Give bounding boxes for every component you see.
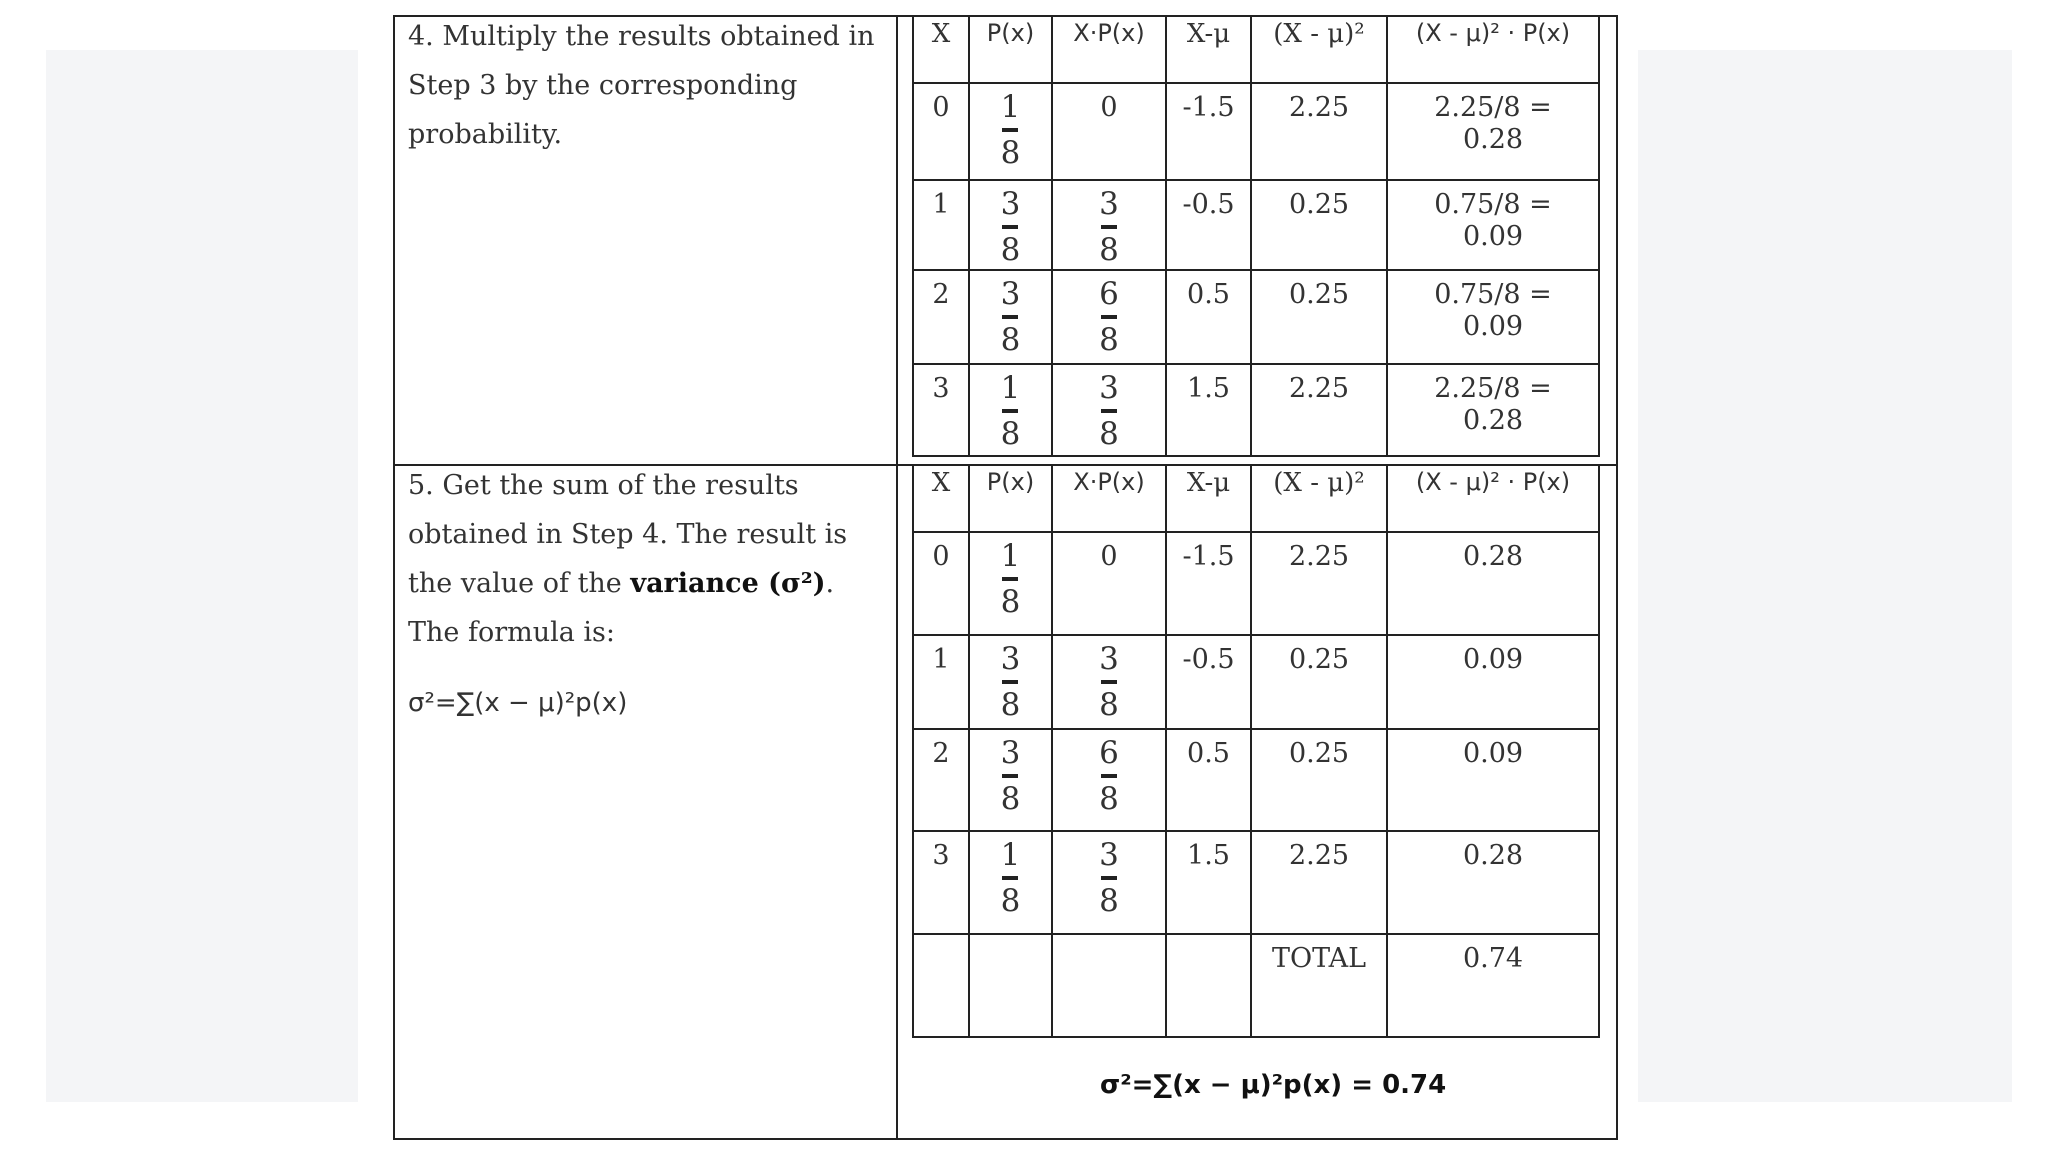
step-5-body (913, 532, 1599, 1037)
fraction-numerator: 6 (1099, 735, 1119, 771)
fraction-numerator: 3 (1099, 186, 1119, 222)
fraction-bar (1002, 225, 1018, 229)
table-row (913, 831, 1599, 934)
cell-px (969, 831, 1052, 934)
fraction-numerator: 1 (1000, 370, 1021, 406)
cell-squared-deviation: 0.25 (1251, 729, 1387, 831)
fraction-denominator: 8 (1099, 416, 1119, 452)
step-5-text-before: 5. Get the sum of the results obtained in Step 4. The result is the value of the (408, 470, 848, 599)
header-x: X (913, 465, 969, 532)
header-px: P(x) (969, 16, 1052, 83)
cell-xpx (1052, 270, 1166, 364)
fraction-bar (1002, 315, 1018, 319)
fraction-bar (1002, 409, 1018, 413)
table-row (913, 364, 1599, 456)
cell-empty (913, 934, 969, 1037)
fraction (1099, 735, 1119, 817)
cell-x: 3 (913, 364, 969, 456)
header-px: P(x) (969, 465, 1052, 532)
cell-px (969, 364, 1052, 456)
fraction-bar (1002, 876, 1018, 880)
header-row (913, 465, 1599, 532)
table-row (913, 729, 1599, 831)
fraction-bar (1101, 225, 1117, 229)
cell-deviation: 1.5 (1166, 364, 1251, 456)
fraction-denominator: 8 (1000, 883, 1021, 919)
cell-deviation: -0.5 (1166, 180, 1251, 270)
fraction (1000, 837, 1021, 919)
cell-x: 1 (913, 180, 969, 270)
cell-px (969, 532, 1052, 635)
fraction-numerator: 6 (1099, 276, 1119, 312)
fraction-denominator: 8 (1099, 322, 1119, 358)
fraction-numerator: 3 (1000, 641, 1021, 677)
fraction-numerator: 3 (1000, 276, 1021, 312)
fraction-bar (1101, 876, 1117, 880)
header-deviation: X-μ (1166, 16, 1251, 83)
fraction (1000, 538, 1021, 620)
cell-product: 0.28 (1387, 831, 1599, 934)
cell-squared-deviation: 0.25 (1251, 635, 1387, 729)
fraction (1000, 641, 1021, 723)
cell-px (969, 270, 1052, 364)
right-background-panel (1638, 50, 2012, 1102)
fraction (1099, 186, 1119, 268)
fraction (1099, 641, 1119, 723)
step-4-body (913, 83, 1599, 456)
fraction-denominator: 8 (1000, 416, 1021, 452)
fraction-bar (1101, 315, 1117, 319)
cell-squared-deviation: 0.25 (1251, 270, 1387, 364)
total-value: 0.74 (1387, 934, 1599, 1037)
cell-product: 0.75/8 = 0.09 (1387, 180, 1599, 270)
cell-deviation: -1.5 (1166, 532, 1251, 635)
cell-squared-deviation: 2.25 (1251, 83, 1387, 180)
total-label: TOTAL (1251, 934, 1387, 1037)
cell-deviation: 0.5 (1166, 270, 1251, 364)
cell-xpx: 0 (1052, 83, 1166, 180)
header-xpx: X·P(x) (1052, 465, 1166, 532)
cell-xpx (1052, 364, 1166, 456)
fraction-denominator: 8 (1000, 232, 1021, 268)
cell-xpx (1052, 729, 1166, 831)
header-x: X (913, 16, 969, 83)
step-4-text: 4. Multiply the results obtained in Step 3 by the corresponding probability. (408, 21, 875, 150)
cell-px (969, 180, 1052, 270)
fraction-numerator: 1 (1000, 538, 1021, 574)
table-row (913, 532, 1599, 635)
fraction-numerator: 3 (1099, 641, 1119, 677)
cell-x: 0 (913, 532, 969, 635)
cell-xpx (1052, 635, 1166, 729)
step-5-table (912, 464, 1600, 1038)
cell-product: 2.25/8 = 0.28 (1387, 364, 1599, 456)
header-deviation: X-μ (1166, 465, 1251, 532)
cell-product: 0.75/8 = 0.09 (1387, 270, 1599, 364)
cell-empty (1052, 934, 1166, 1037)
fraction-bar (1101, 680, 1117, 684)
fraction (1099, 837, 1119, 919)
cell-squared-deviation: 2.25 (1251, 532, 1387, 635)
cell-empty (1166, 934, 1251, 1037)
header-product: (X - μ)² · P(x) (1387, 465, 1599, 532)
header-row (913, 16, 1599, 83)
fraction-denominator: 8 (1000, 781, 1021, 817)
cell-product: 0.28 (1387, 532, 1599, 635)
cell-xpx (1052, 180, 1166, 270)
cell-x: 2 (913, 729, 969, 831)
cell-deviation: 1.5 (1166, 831, 1251, 934)
cell-xpx (1052, 831, 1166, 934)
fraction-denominator: 8 (1099, 883, 1119, 919)
step-5-instruction (408, 461, 888, 728)
fraction (1000, 276, 1021, 358)
cell-x: 0 (913, 83, 969, 180)
table-row (913, 270, 1599, 364)
variance-formula: σ²=∑(x − μ)²p(x) (408, 688, 628, 718)
fraction-denominator: 8 (1000, 322, 1021, 358)
fraction-denominator: 8 (1000, 584, 1021, 620)
header-squared-deviation: (X - μ)² (1251, 16, 1387, 83)
step-5-text-after: . The formula is: (408, 568, 835, 648)
cell-product: 0.09 (1387, 729, 1599, 831)
total-row (913, 934, 1599, 1037)
cell-squared-deviation: 0.25 (1251, 180, 1387, 270)
fraction (1000, 735, 1021, 817)
fraction-denominator: 8 (1000, 135, 1021, 171)
fraction-numerator: 1 (1000, 89, 1021, 125)
column-divider (896, 15, 898, 1140)
cell-product: 2.25/8 = 0.28 (1387, 83, 1599, 180)
fraction-denominator: 8 (1099, 687, 1119, 723)
header-product: (X - μ)² · P(x) (1387, 16, 1599, 83)
fraction-numerator: 1 (1000, 837, 1021, 873)
fraction-numerator: 3 (1000, 186, 1021, 222)
table-row (913, 83, 1599, 180)
fraction (1099, 276, 1119, 358)
variance-term: variance (σ²) (630, 568, 826, 599)
header-xpx: X·P(x) (1052, 16, 1166, 83)
cell-empty (969, 934, 1052, 1037)
fraction-bar (1101, 774, 1117, 778)
step-4-instruction (408, 12, 888, 159)
fraction (1000, 89, 1021, 171)
cell-squared-deviation: 2.25 (1251, 831, 1387, 934)
fraction-numerator: 3 (1099, 837, 1119, 873)
fraction-bar (1101, 409, 1117, 413)
table-row (913, 635, 1599, 729)
fraction (1000, 370, 1021, 452)
fraction-denominator: 8 (1099, 232, 1119, 268)
fraction-numerator: 3 (1099, 370, 1119, 406)
fraction-numerator: 3 (1000, 735, 1021, 771)
fraction-bar (1002, 577, 1018, 581)
cell-deviation: 0.5 (1166, 729, 1251, 831)
table-row (913, 180, 1599, 270)
cell-product: 0.09 (1387, 635, 1599, 729)
cell-px (969, 635, 1052, 729)
cell-squared-deviation: 2.25 (1251, 364, 1387, 456)
fraction-bar (1002, 680, 1018, 684)
fraction-bar (1002, 774, 1018, 778)
fraction (1099, 370, 1119, 452)
cell-px (969, 83, 1052, 180)
cell-deviation: -1.5 (1166, 83, 1251, 180)
left-background-panel (46, 50, 358, 1102)
fraction-denominator: 8 (1099, 781, 1119, 817)
cell-x: 1 (913, 635, 969, 729)
cell-deviation: -0.5 (1166, 635, 1251, 729)
cell-x: 3 (913, 831, 969, 934)
fraction (1000, 186, 1021, 268)
header-squared-deviation: (X - μ)² (1251, 465, 1387, 532)
cell-x: 2 (913, 270, 969, 364)
variance-result-formula: σ²=∑(x − μ)²p(x) = 0.74 (1100, 1070, 1447, 1100)
cell-xpx: 0 (1052, 532, 1166, 635)
fraction-denominator: 8 (1000, 687, 1021, 723)
fraction-bar (1002, 128, 1018, 132)
step-4-table (912, 15, 1600, 457)
cell-px (969, 729, 1052, 831)
